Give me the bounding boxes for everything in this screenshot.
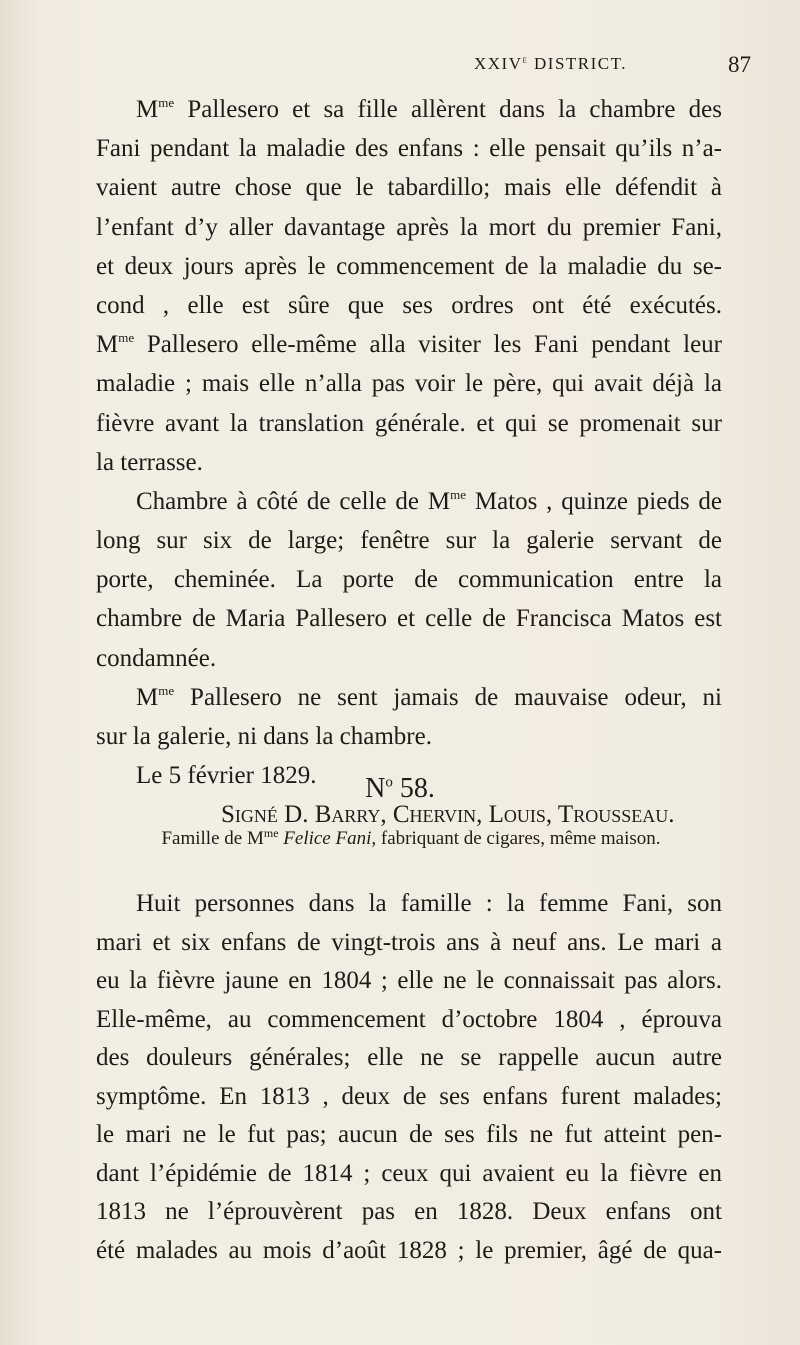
body-text-bottom bbox=[96, 885, 722, 1270]
district-heading bbox=[474, 54, 627, 74]
text-line: sur la galerie, ni dans la chambre. bbox=[96, 723, 432, 750]
section-number: $N^o$ 58. bbox=[365, 773, 435, 804]
text-line: Fani pendant la maladie des enfans : elle pensait qu’ils n’a- bbox=[96, 135, 722, 163]
text-line: eu la fièvre jaune en 1804 ; elle ne le connaissait pas alors. bbox=[96, 967, 722, 994]
text-line: mari et six enfans de vingt-trois ans à neuf ans. Le mari a bbox=[96, 928, 722, 956]
text-line: $M^{me}$ Pallesero ne sent jamais de mauvaise odeur, ni bbox=[136, 682, 722, 711]
text-line: Huit personnes dans la famille : la femme Fani, son bbox=[136, 890, 722, 917]
running-header bbox=[0, 52, 800, 82]
text-line: $M^{me}$ Pallesero et sa fille allèrent dans la chambre des bbox=[136, 95, 722, 123]
text-line: vaient autre chose que le tabardillo; mais elle défendit à bbox=[96, 174, 722, 202]
signature-line: Signé D. Barry, Chervin, Louis, Trousseau. bbox=[221, 801, 675, 829]
text-line: la terrasse. bbox=[96, 448, 203, 476]
text-line: chambre de Maria Pallesero et celle de Francisca Matos est bbox=[96, 605, 722, 633]
text-line: le mari ne le fut pas; aucun de ses fils ne fut atteint pen- bbox=[96, 1121, 722, 1148]
body-text-top bbox=[96, 90, 722, 835]
text-line: porte, cheminée. La porte de communication entre la bbox=[96, 566, 722, 594]
district-word: DISTRICT. bbox=[534, 54, 628, 73]
text-line: condamnée. bbox=[96, 644, 217, 672]
text-line: symptôme. En 1813 , deux de ses enfans furent malades; bbox=[96, 1082, 722, 1110]
text-line: long sur six de large; fenêtre sur la galerie servant de bbox=[96, 527, 722, 555]
text-line: fièvre avant la translation générale. et qui se promenait sur bbox=[96, 409, 722, 437]
page-number: 87 bbox=[728, 52, 751, 77]
district-superscript: e bbox=[522, 54, 529, 66]
text-line: des douleurs générales; elle ne se rappelle aucun autre bbox=[96, 1044, 722, 1071]
date-line: Le 5 février 1829. bbox=[136, 762, 317, 790]
text-line: dant l’épidémie de 1814 ; ceux qui avaient eu la fièvre en bbox=[96, 1159, 722, 1187]
text-line: Chambre à côté de celle de $M^{me}$ Matos , quinze pieds de bbox=[136, 486, 722, 515]
text-line: maladie ; mais elle n’alla pas voir le père, qui avait déjà la bbox=[96, 370, 722, 398]
text-line: Elle-même, au commencement d’octobre 1804 , éprouva bbox=[96, 1005, 722, 1033]
text-line: été malades au mois d’août 1828 ; le premier, âgé de qua- bbox=[96, 1236, 722, 1264]
district-number: XXIV bbox=[474, 54, 523, 73]
section-subtitle: Famille de $M^{me}$ Felice Fani, fabriquant de cigares, même maison. bbox=[161, 826, 661, 849]
text-line: et deux jours après le commencement de la maladie du se- bbox=[96, 252, 722, 280]
text-line: 1813 ne l’éprouvèrent pas en 1828. Deux enfans ont bbox=[96, 1198, 722, 1225]
text-line: cond , elle est sûre que ses ordres ont été exécutés. bbox=[96, 291, 722, 319]
text-line: l’enfant d’y aller davantage après la mort du premier Fani, bbox=[96, 213, 722, 241]
text-line: $M^{me}$ Pallesero elle-même alla visiter les Fani pendant leur bbox=[96, 330, 722, 359]
